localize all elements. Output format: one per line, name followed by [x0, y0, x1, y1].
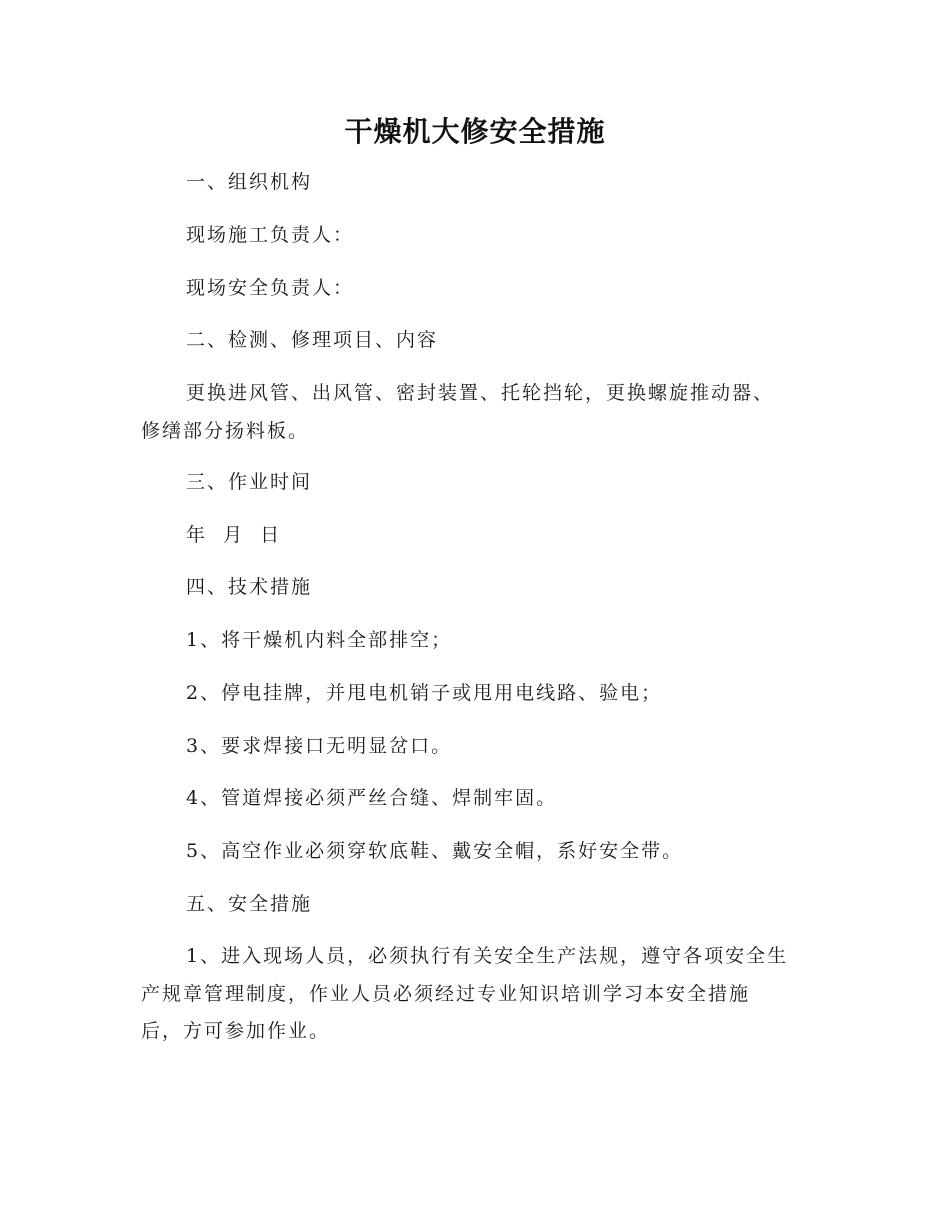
- technical-measure-1: 1、将干燥机内料全部排空；: [186, 629, 453, 651]
- safety-measure-1-line-3: 后，方可参加作业。: [141, 1020, 331, 1042]
- paragraph-repair-items-line-2: 修缮部分扬料板。: [141, 420, 310, 442]
- paragraph-repair-items-line-1: 更换进风管、出风管、密封装置、托轮挡轮，更换螺旋推动器、: [186, 382, 775, 404]
- section-heading-technical-measures: 四、技术措施: [186, 576, 313, 598]
- document-title: 干燥机大修安全措施: [344, 115, 606, 148]
- paragraph-site-safety-manager: 现场安全负责人：: [186, 277, 355, 299]
- paragraph-site-construction-manager: 现场施工负责人：: [186, 224, 355, 246]
- section-heading-inspection-repair: 二、检测、修理项目、内容: [186, 329, 439, 351]
- section-heading-safety-measures: 五、安全措施: [186, 893, 313, 915]
- section-heading-organization: 一、组织机构: [186, 171, 313, 193]
- technical-measure-5: 5、高空作业必须穿软底鞋、戴安全帽，系好安全带。: [186, 840, 684, 862]
- technical-measure-3: 3、要求焊接口无明显岔口。: [186, 735, 453, 757]
- section-heading-work-time: 三、作业时间: [186, 471, 313, 493]
- technical-measure-2: 2、停电挂牌，并甩电机销子或甩用电线路、验电；: [186, 682, 663, 704]
- paragraph-date: 年 月 日: [186, 524, 282, 546]
- safety-measure-1-line-1: 1、进入现场人员，必须执行有关安全生产法规，遵守各项安全生: [186, 945, 789, 967]
- safety-measure-1-line-2: 产规章管理制度，作业人员必须经过专业知识培训学习本安全措施: [141, 983, 751, 1005]
- technical-measure-4: 4、管道焊接必须严丝合缝、焊制牢固。: [186, 787, 558, 809]
